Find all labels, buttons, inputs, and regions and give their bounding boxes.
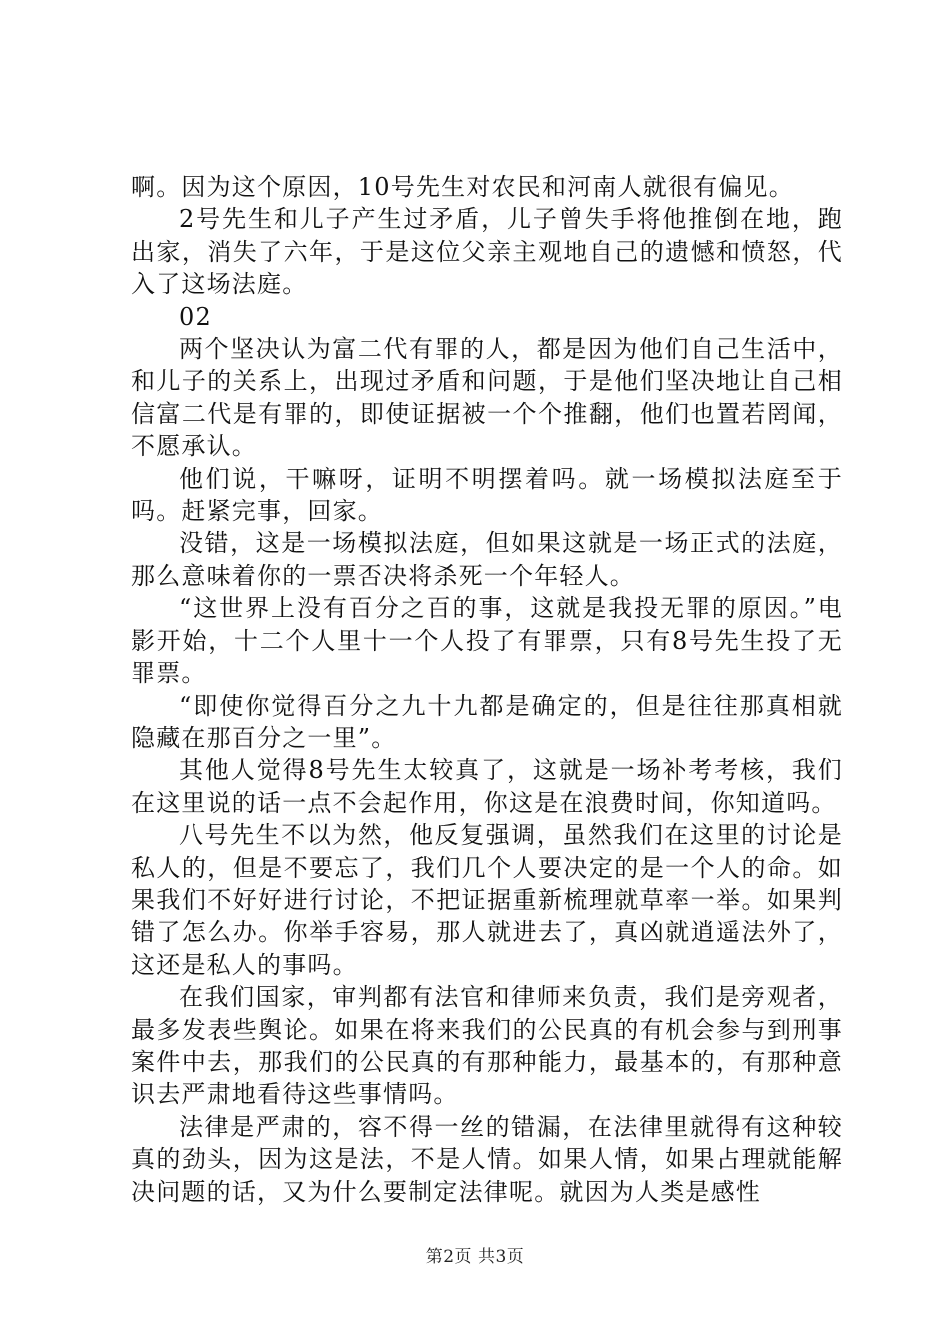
section-number: 02 bbox=[179, 302, 212, 331]
paragraph: 其他人觉得8号先生太较真了，这就是一场补考考核，我们在这里说的话一点不会起作用，你这是在浪费时间，你知道吗。 bbox=[131, 756, 843, 817]
page-footer: 第2页 共3页 bbox=[425, 1247, 525, 1267]
document-body bbox=[131, 171, 843, 1208]
paragraph: 八号先生不以为然，他反复强调，虽然我们在这里的讨论是私人的，但是不要忘了，我们几个人要决定的是一个人的命。如果我们不好好进行讨论，不把证据重新梳理就草率一举。如果判错了怎么办。你举手容易，那人就进去了，真凶就逍遥法外了，这还是私人的事吗。 bbox=[131, 821, 843, 979]
paragraph: 两个坚决认为富二代有罪的人，都是因为他们自己生活中，和儿子的关系上，出现过矛盾和问题，于是他们坚决地让自己相信富二代是有罪的，即使证据被一个个推翻，他们也置若罔闻，不愿承认。 bbox=[131, 335, 843, 461]
paragraph: 法律是严肃的，容不得一丝的错漏，在法律里就得有这种较真的劲头，因为这是法，不是人情。如果人情，如果占理就能解决问题的话，又为什么要制定法律呢。就因为人类是感性 bbox=[131, 1112, 843, 1206]
paragraph: 没错，这是一场模拟法庭，但如果这就是一场正式的法庭，那么意味着你的一票否决将杀死一个年轻人。 bbox=[131, 529, 843, 590]
paragraph: 他们说，干嘛呀，证明不明摆着吗。就一场模拟法庭至于吗。赶紧完事，回家。 bbox=[131, 464, 843, 526]
paragraph-quote: “这世界上没有百分之百的事，这就是我投无罪的原因。”电影开始，十二个人里十一个人投了有罪票，只有8号先生投了无罪票。 bbox=[131, 594, 843, 688]
paragraph: 2号先生和儿子产生过矛盾，儿子曾失手将他推倒在地，跑出家，消失了六年，于是这位父亲主观地自己的遗憾和愤怒，代入了这场法庭。 bbox=[131, 205, 843, 299]
paragraph-quote: “即使你觉得百分之九十九都是确定的，但是往往那真相就隐藏在那百分之一里”。 bbox=[131, 691, 843, 752]
paragraph-continuation: 啊。因为这个原因，10号先生对农民和河南人就很有偏见。 bbox=[131, 173, 794, 201]
paragraph: 在我们国家，审判都有法官和律师来负责，我们是旁观者，最多发表些舆论。如果在将来我们的公民真的有机会参与到刑事案件中去，那我们的公民真的有那种能力，最基本的，有那种意识去严肃地看待这些事情吗。 bbox=[131, 983, 843, 1109]
